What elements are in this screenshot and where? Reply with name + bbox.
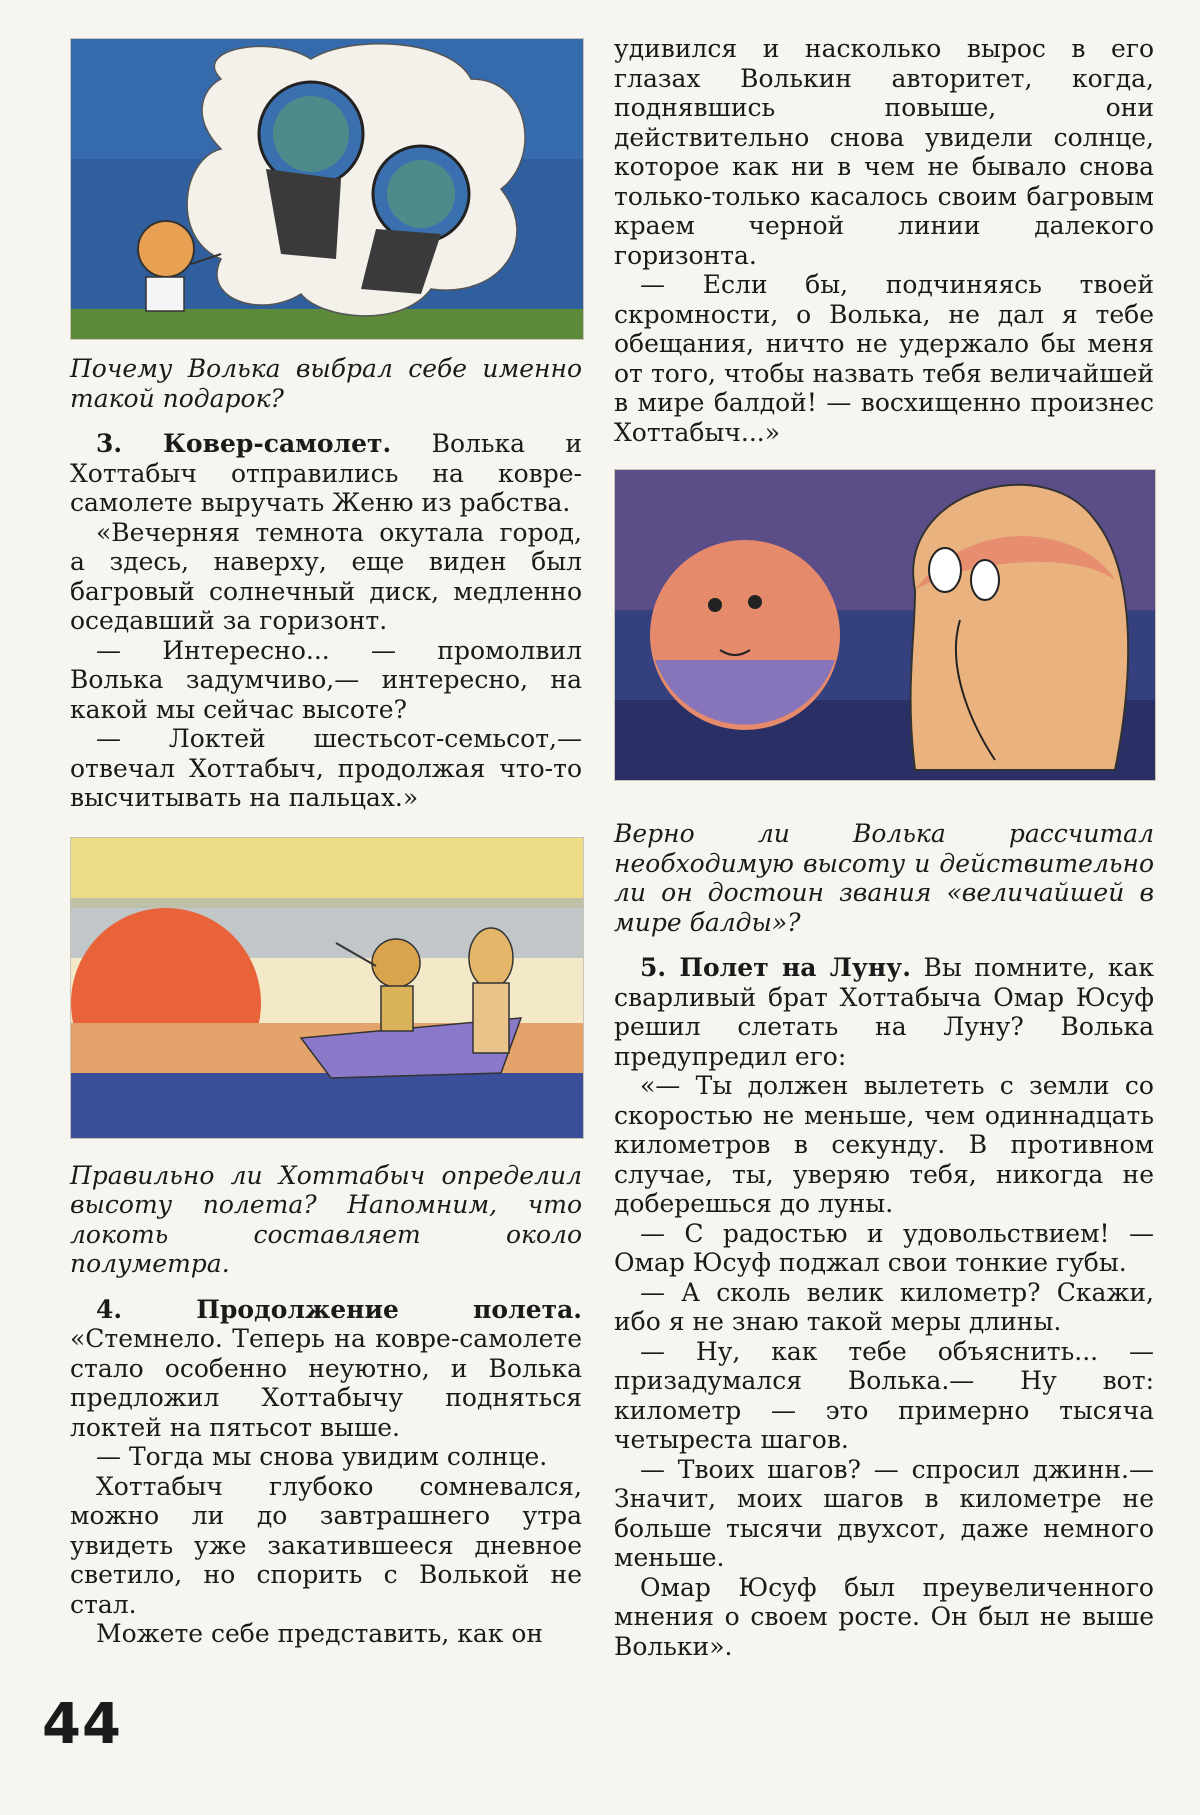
paragraph: — Ну, как тебе объяснить... — призадумался Волька.— Ну вот: километр — это примерно тысяча четыреста шагов. xyxy=(614,1336,1154,1454)
paragraph: — Тогда мы снова увидим солнце. xyxy=(96,1442,548,1471)
section-3-intro xyxy=(70,429,582,518)
illustration-volka-hottabych xyxy=(614,469,1156,781)
section-4-title: 4. Продолжение полета. xyxy=(96,1294,582,1324)
paragraph: — Локтей шестьсот-семьсот,— отвечал Хоттабыч, продолжая что-то высчитывать на пальцах.» xyxy=(70,724,582,812)
page-number: 44 xyxy=(42,1692,122,1757)
section-4-intro xyxy=(70,1295,582,1443)
caption-volka-hottabych: Верно ли Волька рассчитал необходимую высоту и действительно ли он достоин звания «величайшей в мире балды»? xyxy=(614,819,1154,937)
paragraph: «— Ты должен вылететь с земли со скоростью не меньше, чем одиннадцать километров в секунду. В противном случае, ты, уверяю тебя, никогда не доберешься до луны. xyxy=(614,1071,1154,1218)
paragraph: «Вечерняя темнота окутала город, а здесь, наверху, еще виден был багровый солнечный диск, медленно оседавший за горизонт. xyxy=(70,517,582,635)
section-3-title: 3. Ковер-самолет. xyxy=(96,429,392,458)
paragraph: — Твоих шагов? — спросил джинн.— Значит, моих шагов в километре не больше тысячи двухсот, даже немного меньше. xyxy=(614,1454,1154,1572)
caption-binoculars: Почему Волька выбрал себе именно такой подарок? xyxy=(70,354,582,413)
section-5-intro-text: Вы помните, как сварливый брат Хоттабыча Омар Юсуф решил слетать на Луну? Волька предупредил его: xyxy=(614,953,1154,1071)
paragraph-continued: удивился и насколько вырос в его глазах Волькин авторитет, когда, поднявшись повыше, они действительно снова увидели солнце, которое как ни в чем не бывало снова только-только касалось своим багровым краем черной линии далекого горизонта. xyxy=(614,34,1154,270)
section-3-intro-text: Волька и Хоттабыч отправились на ковре-самолете выручать Женю из рабства. xyxy=(70,429,582,517)
paragraph: Омар Юсуф был преувеличенного мнения о своем росте. Он был не выше Вольки». xyxy=(614,1572,1154,1661)
paragraph: Хоттабыч глубоко сомневался, можно ли до завтрашнего утра увидеть уже закатившееся дневное светило, но спорить с Волькой не стал. xyxy=(70,1471,582,1619)
paragraph: Можете себе представить, как он xyxy=(96,1619,544,1648)
section-5-title: 5. Полет на Луну. xyxy=(640,953,911,982)
left-column xyxy=(70,0,582,1649)
paragraph: — С радостью и удовольствием! — Омар Юсуф поджал свои тонкие губы. xyxy=(614,1218,1154,1277)
illustration-binoculars xyxy=(70,38,584,340)
section-5-intro xyxy=(614,953,1154,1071)
paragraph: — Интересно... — промолвил Волька задумчиво,— интересно, на какой мы сейчас высоте? xyxy=(70,635,582,724)
paragraph: — А сколь велик километр? Скажи, ибо я не знаю такой меры длины. xyxy=(614,1277,1154,1336)
paragraph: — Если бы, подчиняясь твоей скромности, о Волька, не дал я тебе обещания, ничто не удержало бы меня от того, чтобы назвать тебя величайшей в мире балдой! — восхищенно произнес Хоттабыч...» xyxy=(614,270,1154,447)
section-4-intro-text: «Стемнело. Теперь на ковре-самолете стало особенно неуютно, и Волька предложил Хоттабычу подняться локтей на пятьсот выше. xyxy=(70,1324,582,1442)
caption-sunset-carpet: Правильно ли Хоттабыч определил высоту полета? Напомним, что локоть составляет около полуметра. xyxy=(70,1160,582,1278)
illustration-sunset-carpet xyxy=(70,837,584,1139)
right-column xyxy=(614,0,1154,1661)
